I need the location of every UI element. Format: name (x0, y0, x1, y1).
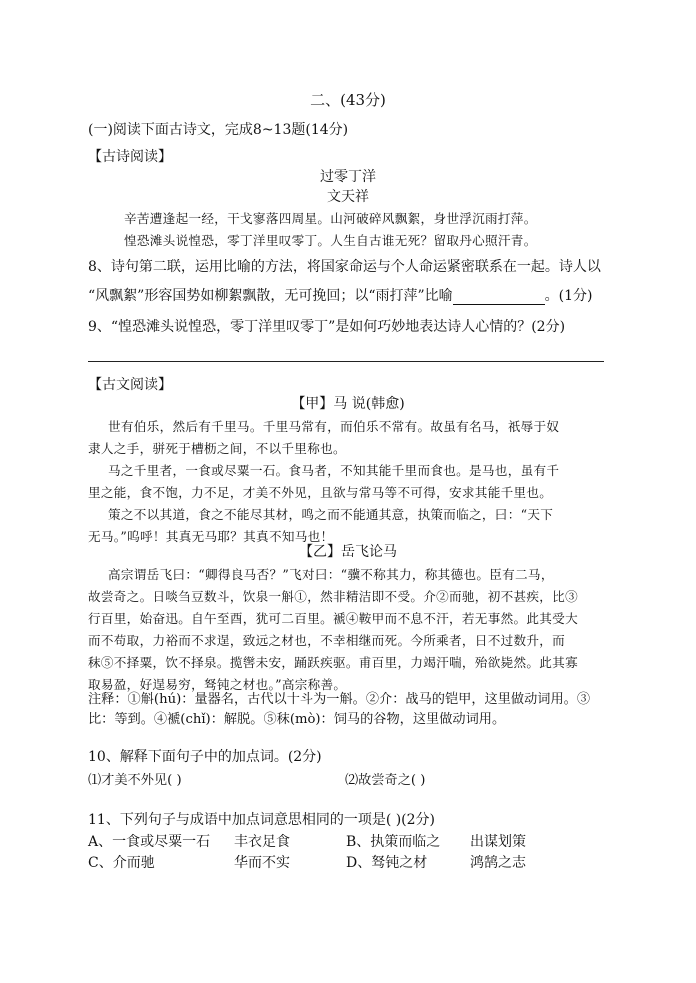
q11-option-c-idiom: 华而不实 (234, 855, 290, 871)
q8-line-2-pre: “风飘絮”形容国势如柳絮飘散，无可挽回；以“雨打萍”比喻 (88, 288, 453, 304)
text-a-line-5: 策之不以其道，食之不能尽其材，鸣之而不能通其意，执策而临之，曰：“天下 (108, 507, 554, 522)
text-b-line-1: 高宗谓岳飞曰：“卿得良马否？”飞对曰：“骥不称其力，称其德也。臣有二马， (108, 567, 554, 582)
q11-option-a[interactable]: A、一食或尽粟一石 (88, 834, 211, 850)
text-a-line-4: 里之能，食不饱，力不足，才美不外见，且欲与常马等不可得，安求其能千里也。 (88, 485, 553, 500)
poem-header: 【古诗阅读】 (88, 149, 172, 165)
poem-author: 文天祥 (327, 189, 369, 205)
q8-line-1: 8、诗句第二联，运用比喻的方法，将国家命运与个人命运紧密联系在一起。诗人以 (88, 259, 601, 275)
part1-instruction: (一)阅读下面古诗文，完成8~13题(14分) (88, 122, 349, 138)
text-a-line-1: 世有伯乐，然后有千里马。千里马常有，而伯乐不常有。故虽有名马，祇辱于奴 (108, 419, 560, 434)
text-b-line-4: 而不苟取，力裕而不求逞，致远之材也，不幸相继而死。今所乘者，日不过数升，而 (88, 633, 566, 648)
text-b-line-5: 秣⑤不择粟，饮不择泉。揽辔未安，踊跃疾驱。甫百里，力竭汗喘，殆欲毙然。此其寡 (88, 655, 578, 670)
poem-line-2: 惶恐滩头说惶恐，零丁洋里叹零丁。人生自古谁无死？留取丹心照汗青。 (124, 233, 537, 248)
q11-option-a-idiom: 丰衣足食 (234, 834, 290, 850)
q10-item-2[interactable]: ⑵故尝奇之( ) (345, 773, 426, 788)
q9-stem: 9、“惶恐滩头说惶恐，零丁洋里叹零丁”是如何巧妙地表达诗人心情的？(2分) (88, 319, 566, 335)
poem-line-1: 辛苦遭逢起一经，干戈寥落四周星。山河破碎风飘絮，身世浮沉雨打萍。 (124, 211, 537, 226)
q10-stem: 10、解释下面句子中的加点词。(2分) (88, 749, 322, 765)
q10-item-1[interactable]: ⑴才美不外见( ) (88, 773, 182, 788)
text-a-line-2: 隶人之手，骈死于槽枥之间，不以千里称也。 (88, 441, 346, 456)
notes-line-1: 注释：①斛(hú)：量器名，古代以十斗为一斛。②介：战马的铠甲，这里做动词用。③ (88, 692, 591, 707)
q11-option-b[interactable]: B、执策而临之 (346, 834, 441, 850)
text-b-line-2: 故尝奇之。日啖刍豆数斗，饮泉一斛①，然非精洁即不受。介②而驰，初不甚疾，比③ (88, 589, 578, 604)
prose-header: 【古文阅读】 (88, 377, 172, 393)
text-b-line-3: 行百里，始奋迅。自午至酉，犹可二百里。褫④鞍甲而不息不汗，若无事然。此其受大 (88, 611, 578, 626)
text-a-line-3: 马之千里者，一食或尽粟一石。食马者，不知其能千里而食也。是马也，虽有千 (108, 463, 560, 478)
notes-line-2: 比：等到。④褫(chǐ)：解脱。⑤秣(mò)：饲马的谷物，这里做动词用。 (88, 712, 506, 727)
q9-answer-line[interactable] (88, 361, 604, 362)
q8-line-2-post: 。(1分) (544, 288, 593, 304)
text-b-line-6: 取易盈，好逞易穷，驽钝之材也。”高宗称善。 (88, 677, 347, 692)
q11-option-d[interactable]: D、驽钝之材 (346, 855, 428, 871)
q11-stem: 11、下列句子与成语中加点词意思相同的一项是( )(2分) (88, 812, 436, 828)
text-a-line-6: 无马。”呜呼！其真无马耶？其真不知马也！ (88, 529, 334, 544)
q11-option-c[interactable]: C、介而驰 (88, 855, 155, 871)
text-b-title: 【乙】岳飞论马 (299, 544, 397, 560)
poem-title: 过零丁洋 (320, 169, 376, 185)
q8-answer-blank[interactable] (453, 290, 545, 305)
q8-line-2 (88, 285, 592, 305)
q11-option-b-idiom: 出谋划策 (470, 834, 526, 850)
text-a-title: 【甲】马 说(韩愈) (291, 396, 405, 412)
section-title: 二、(43分) (310, 91, 386, 109)
q11-option-d-idiom: 鸿鹄之志 (470, 855, 526, 871)
